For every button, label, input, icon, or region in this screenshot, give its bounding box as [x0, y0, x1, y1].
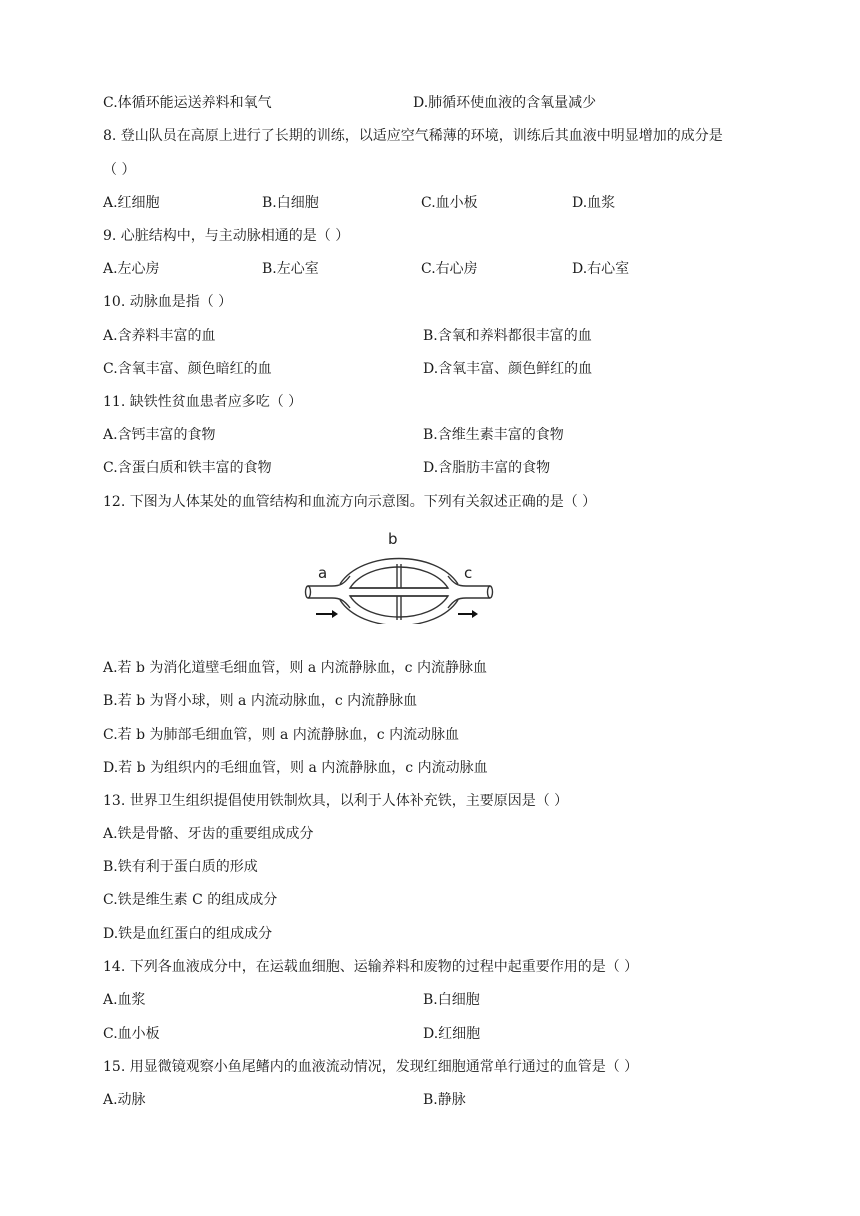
q10-option-a: A.含养料丰富的血	[103, 328, 216, 344]
q11-option-d: D.含脂肪丰富的食物	[423, 460, 551, 476]
q13-stem: 13. 世界卫生组织提倡使用铁制炊具，以利于人体补充铁，主要原因是（ ）	[103, 793, 569, 809]
q9-option-d: D.右心室	[572, 261, 630, 277]
q10-stem: 10. 动脉血是指（ ）	[103, 294, 233, 310]
q15-stem: 15. 用显微镜观察小鱼尾鳍内的血液流动情况，发现红细胞通常单行通过的血管是（ ）	[103, 1059, 639, 1075]
q8-option-d: D.血浆	[572, 195, 616, 211]
q8-stem: 8. 登山队员在高原上进行了长期的训练，以适应空气稀薄的环境，训练后其血液中明显增加的成分是	[103, 128, 723, 144]
q11-option-b: B.含维生素丰富的食物	[423, 427, 564, 443]
q14-option-a: A.血浆	[103, 992, 146, 1008]
q8-option-b: B.白细胞	[262, 195, 319, 211]
q12-stem: 12. 下图为人体某处的血管结构和血流方向示意图。下列有关叙述正确的是（ ）	[103, 494, 597, 510]
label-a: a	[318, 564, 328, 582]
q14-option-d: D.红细胞	[423, 1026, 481, 1042]
blood-vessel-diagram	[300, 528, 500, 624]
q8-option-c: C.血小板	[421, 195, 478, 211]
q15-option-a: A.动脉	[103, 1092, 146, 1108]
q8-blank: （ ）	[103, 162, 136, 178]
q10-option-b: B.含氧和养料都很丰富的血	[423, 328, 592, 344]
q14-option-b: B.白细胞	[423, 992, 480, 1008]
q9-option-b: B.左心室	[262, 261, 319, 277]
q13-option-c: C.铁是维生素 C 的组成成分	[103, 892, 278, 908]
flow-arrow-right-icon	[458, 610, 478, 618]
q8-option-a: A.红细胞	[103, 195, 160, 211]
q11-option-a: A.含钙丰富的食物	[103, 427, 216, 443]
q15-option-b: B.静脉	[423, 1092, 466, 1108]
q13-option-d: D.铁是血红蛋白的组成成分	[103, 926, 273, 942]
q13-option-b: B.铁有利于蛋白质的形成	[103, 859, 258, 875]
q10-option-c: C.含氧丰富、颜色暗红的血	[103, 361, 272, 377]
q9-option-a: A.左心房	[103, 261, 160, 277]
flow-arrow-left-icon	[316, 610, 338, 618]
q7-option-d: D.肺循环使血液的含氧量减少	[413, 95, 597, 111]
q11-stem: 11. 缺铁性贫血患者应多吃（ ）	[103, 394, 303, 410]
q9-option-c: C.右心房	[421, 261, 478, 277]
q14-option-c: C.血小板	[103, 1026, 160, 1042]
label-c: c	[464, 564, 473, 582]
q11-option-c: C.含蛋白质和铁丰富的食物	[103, 460, 272, 476]
q13-option-a: A.铁是骨骼、牙齿的重要组成成分	[103, 826, 314, 842]
q12-option-c: C.若 b 为肺部毛细血管，则 a 内流静脉血，c 内流动脉血	[103, 727, 460, 743]
q10-option-d: D.含氧丰富、颜色鲜红的血	[423, 361, 593, 377]
q14-stem: 14. 下列各血液成分中，在运载血细胞、运输养料和废物的过程中起重要作用的是（ ）	[103, 959, 639, 975]
q7-option-c: C.体循环能运送养料和氧气	[103, 95, 272, 111]
q12-option-b: B.若 b 为肾小球，则 a 内流动脉血，c 内流静脉血	[103, 693, 418, 709]
q9-stem: 9. 心脏结构中，与主动脉相通的是（ ）	[103, 228, 350, 244]
q12-option-a: A.若 b 为消化道壁毛细血管，则 a 内流静脉血，c 内流静脉血	[103, 660, 487, 676]
label-b: b	[388, 530, 398, 548]
q12-option-d: D.若 b 为组织内的毛细血管，则 a 内流静脉血，c 内流动脉血	[103, 760, 488, 776]
